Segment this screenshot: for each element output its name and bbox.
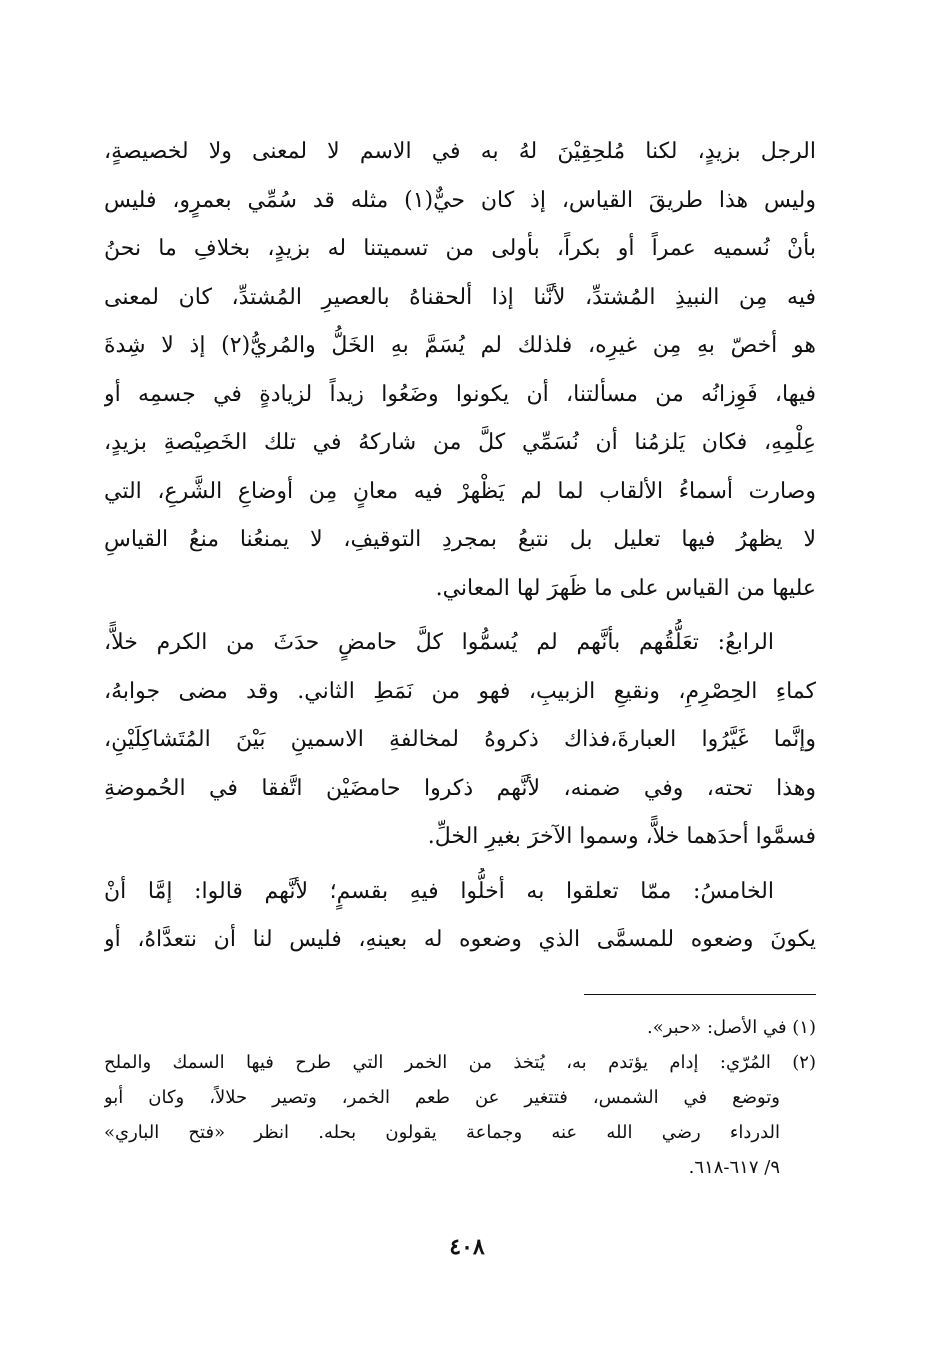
text-line: فسمَّوا أحدَهما خلاًّ، وسموا الآخرَ بغيرِ الخلِّ. [427, 824, 816, 849]
text-line: كماءِ الحِصْرِمِ، ونقيعِ الزبيبِ، فهو من نَمَطِ الثاني. وقد مضى جوابهُ، [104, 678, 816, 704]
footnote-separator [584, 994, 816, 995]
text-line: فيها، فَوِزانُه من مسألتنا، أن يكونوا وضَعُوا زيداً لزيادةٍ في جسمِه أو [104, 381, 816, 407]
footnotes-block [104, 1010, 816, 1185]
footnote-2-continuation: ٩/ ٦١٧-٦١٨. [688, 1157, 780, 1178]
text-line: لا يظهرُ فيها تعليل بل نتبعُ بمجردِ التوقيفِ، لا يمنعُنا منعُ القياسِ [104, 527, 816, 552]
text-line: وهذا تحته، وفي ضمنه، لأنَّهم ذكروا حامضَيْن اتَّفقا في الحُموضةِ [104, 775, 816, 801]
footnote-2-continuation: وتوضع في الشمس، فتتغير عن طعم الخمر، وتصير حلالاً، وكان أبو [104, 1087, 780, 1108]
footnote-2-continuation: الدرداء رضي الله عنه وجماعة يقولون بحله. انظر «فتح الباري» [104, 1122, 780, 1143]
text-line: عِلْمِهِ، فكان يَلزمُنا أن نُسَمِّي كلَّ من شاركهُ في تلك الخَصِيْصةِ بزيدٍ، [104, 430, 816, 455]
text-line: عليها من القياس على ما ظَهرَ لها المعاني. [435, 575, 816, 601]
paragraph-start-line: الرابعُ: تعَلُّقُهم بأنَّهم لم يُسمُّوا كلَّ حامضٍ حدَثَ من الكرم خلاًّ، [104, 630, 774, 655]
text-line: هو أخصّ بهِ مِن غيرِه، فلذلك لم يُسَمَّ بهِ الخَلُّ والمُريُّ(٢) إذ لا شِدةَ [104, 333, 816, 358]
paragraph-start-line: الخامسُ: ممّا تعلقوا به أخلُّوا فيهِ بقسمٍ؛ لأنَّهم قالوا: إمَّا أنْ [104, 878, 774, 904]
text-line: وإنَّما غَيَّرُوا العبارةَ،فذاك ذكروهُ لمخالفةِ الاسمينِ بَيْنَ المُتَشاكِلَيْنِ، [104, 727, 816, 752]
page-number: ٤٠٨ [449, 1234, 485, 1260]
footnote-2: (٢) المُرّي: إدام يؤتدم به، يُتخذ من الخمر التي طرح فيها السمك والملح [104, 1052, 816, 1073]
text-line: يكونَ وضعوه للمسمَّى الذي وضعوه له بعينهِ، فليس لنا أن نتعدَّاهُ، أو [104, 927, 816, 952]
text-line: بأنْ نُسميه عمراً أو بكراً، بأولى من تسميتنا له بزيدٍ، بخلافِ ما نحنُ [104, 236, 816, 261]
text-line: فيه مِن النبيذِ المُشتدِّ، لأنَّنا إذا ألحقناهُ بالعصيرِ المُشتدِّ، كان لمعنى [104, 284, 816, 310]
text-line: وليس هذا طريقَ القياس، إذ كان حيٌّ(١) مثله قد سُمِّي بعمرٍو، فليس [104, 187, 816, 213]
text-line: الرجل بزيدٍ، لكنا مُلحِقِيْنَ لهُ به في الاسم لا لمعنى ولا لخصيصةٍ، [104, 139, 816, 164]
text-line: وصارت أسماءُ الألقاب لما لم يَظْهرْ فيه معانٍ مِن أوضاعِ الشَّرعِ، التي [104, 478, 816, 504]
main-text-block [104, 128, 816, 965]
footnote-1: (١) في الأصل: «حبر». [647, 1017, 816, 1038]
